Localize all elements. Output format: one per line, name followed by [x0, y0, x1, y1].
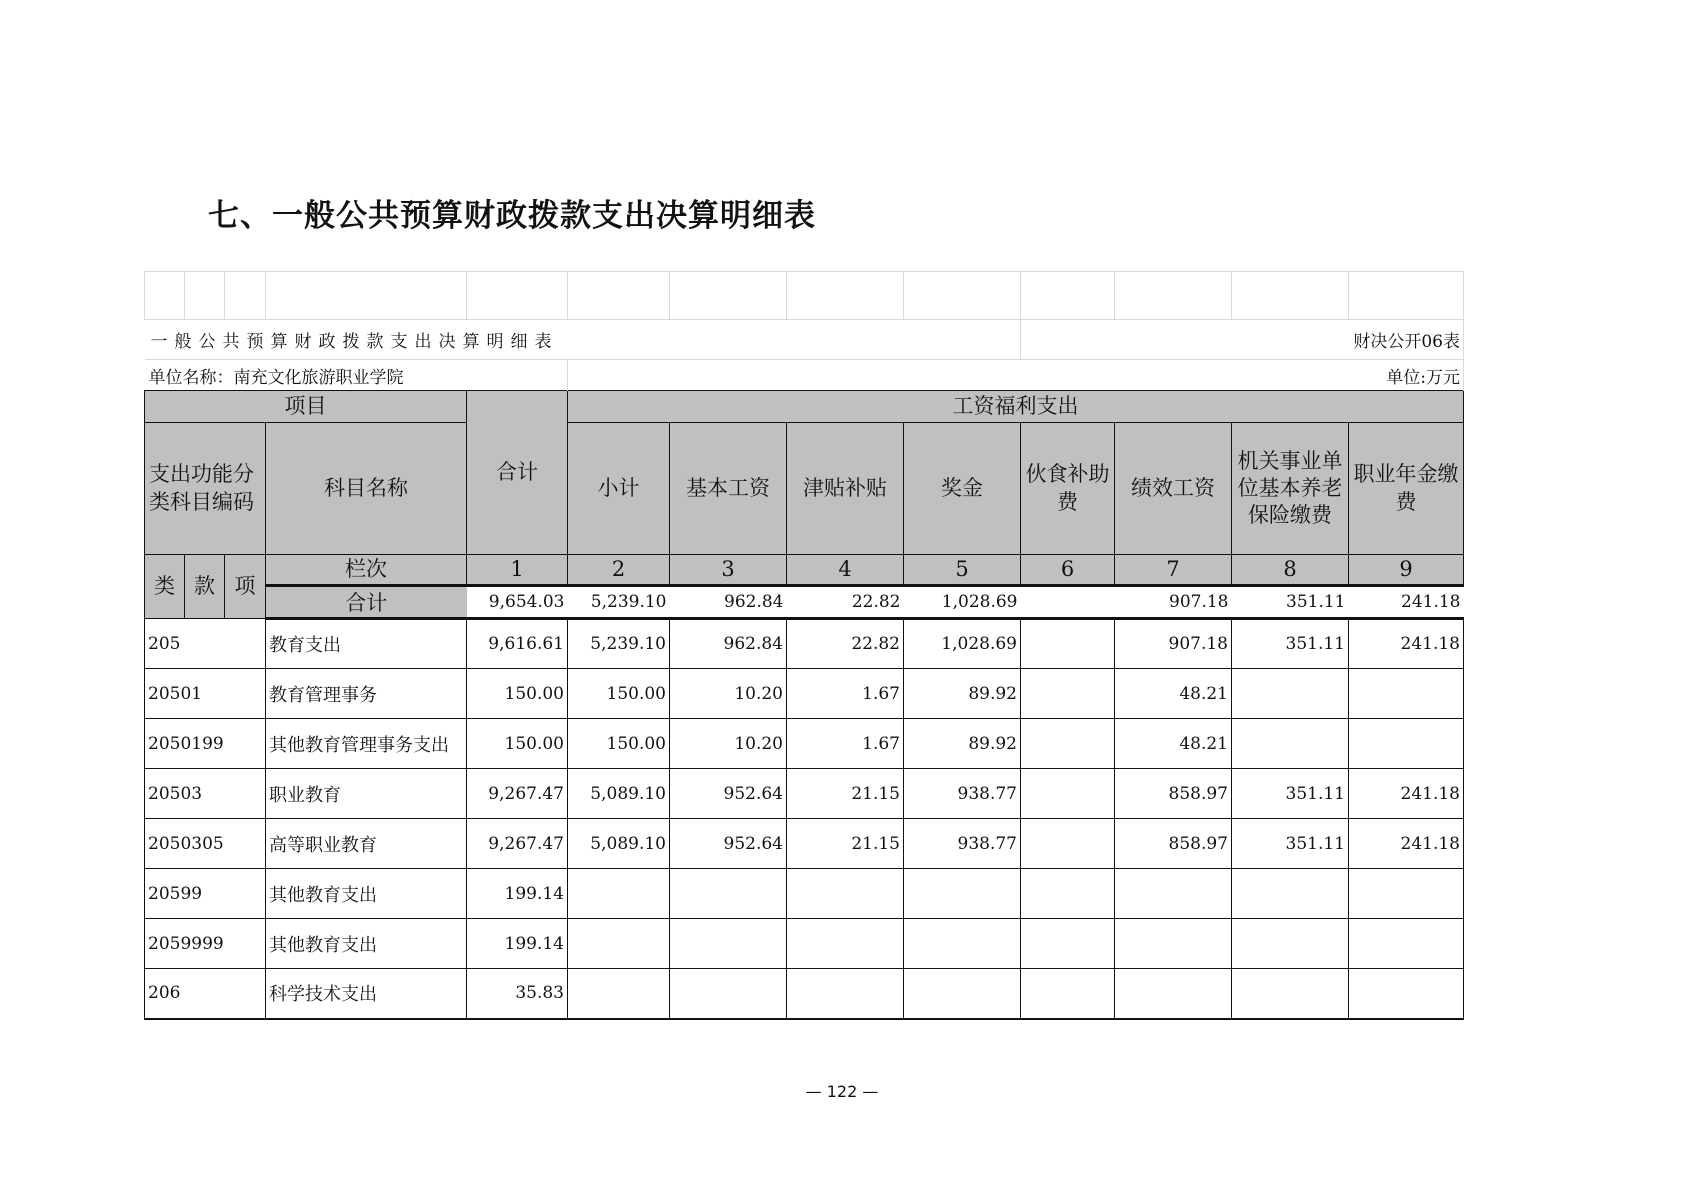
- header-row-1: [145, 391, 1464, 423]
- amount-cell: [568, 869, 670, 919]
- column-number-row: [145, 555, 1464, 586]
- table-row: [145, 919, 1464, 969]
- header-row-2: [145, 423, 1464, 555]
- performance-pay-header: 绩效工资: [1115, 423, 1232, 555]
- amount-cell: [670, 869, 787, 919]
- total-cell: [1021, 586, 1115, 619]
- amount-cell: 241.18: [1349, 819, 1464, 869]
- pension-insurance-header: 机关事业单位基本养老保险缴费: [1232, 423, 1349, 555]
- subject-name: 高等职业教育: [266, 819, 467, 869]
- amount-cell: 89.92: [904, 719, 1021, 769]
- total-cell: 5,239.10: [568, 586, 670, 619]
- amount-cell: [1021, 819, 1115, 869]
- amount-cell: [1349, 869, 1464, 919]
- subject-code: 206: [145, 969, 266, 1019]
- subject-name: 科学技术支出: [266, 969, 467, 1019]
- subject-code: 20501: [145, 669, 266, 719]
- amount-cell: 48.21: [1115, 669, 1232, 719]
- table-code: 财决公开06表: [1232, 320, 1464, 360]
- amount-cell: 952.64: [670, 819, 787, 869]
- col-num: 5: [904, 555, 1021, 586]
- table-row: [145, 769, 1464, 819]
- amount-cell: 5,089.10: [568, 769, 670, 819]
- table-row: [145, 969, 1464, 1019]
- amount-cell: [1349, 719, 1464, 769]
- amount-cell: 9,267.47: [467, 819, 568, 869]
- subject-name: 教育管理事务: [266, 669, 467, 719]
- amount-cell: [1021, 919, 1115, 969]
- page-heading: 七、一般公共预算财政拨款支出决算明细表: [208, 198, 816, 234]
- amount-cell: [568, 919, 670, 969]
- amount-cell: 199.14: [467, 869, 568, 919]
- total-cell: 962.84: [670, 586, 787, 619]
- salary-welfare-header: 工资福利支出: [568, 391, 1464, 423]
- meal-subsidy-header: 伙食补助费: [1021, 423, 1115, 555]
- table-row: [145, 619, 1464, 669]
- subject-code: 205: [145, 619, 266, 669]
- lanci-header: 栏次: [266, 555, 467, 586]
- amount-cell: 150.00: [467, 669, 568, 719]
- amount-cell: 89.92: [904, 669, 1021, 719]
- kuan-header: 款: [185, 555, 225, 619]
- amount-cell: [670, 919, 787, 969]
- col-num: 1: [467, 555, 568, 586]
- col-num: 9: [1349, 555, 1464, 586]
- total-cell: 1,028.69: [904, 586, 1021, 619]
- amount-cell: [1021, 719, 1115, 769]
- occupational-annuity-header: 职业年金缴费: [1349, 423, 1464, 555]
- subject-code: 2050199: [145, 719, 266, 769]
- amount-cell: [670, 969, 787, 1019]
- amount-cell: [1232, 969, 1349, 1019]
- amount-cell: 351.11: [1232, 769, 1349, 819]
- amount-cell: [1021, 669, 1115, 719]
- unit-name: 单位名称：南充文化旅游职业学院: [145, 360, 568, 391]
- subject-name: 职业教育: [266, 769, 467, 819]
- subject-code: 20503: [145, 769, 266, 819]
- amount-cell: 952.64: [670, 769, 787, 819]
- col-num: 8: [1232, 555, 1349, 586]
- total-header: 合计: [467, 391, 568, 555]
- subject-code: 20599: [145, 869, 266, 919]
- col-num: 2: [568, 555, 670, 586]
- amount-cell: [568, 969, 670, 1019]
- allowance-header: 津贴补贴: [787, 423, 904, 555]
- amount-cell: 150.00: [467, 719, 568, 769]
- total-cell: 351.11: [1232, 586, 1349, 619]
- amount-cell: 858.97: [1115, 769, 1232, 819]
- amount-cell: [1232, 919, 1349, 969]
- amount-cell: 351.11: [1232, 619, 1349, 669]
- col-num: 3: [670, 555, 787, 586]
- amount-cell: 150.00: [568, 669, 670, 719]
- subject-code: 2059999: [145, 919, 266, 969]
- xiang-header: 项: [225, 555, 266, 619]
- title-row: [145, 320, 1464, 360]
- amount-cell: [904, 969, 1021, 1019]
- amount-cell: 241.18: [1349, 769, 1464, 819]
- amount-cell: 9,616.61: [467, 619, 568, 669]
- amount-cell: [1232, 869, 1349, 919]
- amount-cell: [1115, 919, 1232, 969]
- amount-cell: [904, 869, 1021, 919]
- blank-grid-row: [145, 272, 1464, 320]
- table-title: 一般公共预算财政拨款支出决算明细表: [145, 320, 1021, 360]
- amount-cell: 962.84: [670, 619, 787, 669]
- amount-cell: 1.67: [787, 669, 904, 719]
- code-header: 支出功能分类科目编码: [145, 423, 266, 555]
- amount-cell: 1,028.69: [904, 619, 1021, 669]
- amount-cell: 907.18: [1115, 619, 1232, 669]
- col-num: 4: [787, 555, 904, 586]
- amount-cell: 10.20: [670, 669, 787, 719]
- expenditure-detail-table: [144, 271, 1464, 1020]
- amount-cell: 9,267.47: [467, 769, 568, 819]
- table-row: [145, 869, 1464, 919]
- amount-cell: [1021, 869, 1115, 919]
- amount-cell: 35.83: [467, 969, 568, 1019]
- amount-cell: 5,089.10: [568, 819, 670, 869]
- total-row-label: 合计: [266, 586, 467, 619]
- amount-cell: 21.15: [787, 769, 904, 819]
- amount-cell: 241.18: [1349, 619, 1464, 669]
- amount-cell: [904, 919, 1021, 969]
- subject-code: 2050305: [145, 819, 266, 869]
- amount-cell: [1021, 769, 1115, 819]
- subject-name: 其他教育管理事务支出: [266, 719, 467, 769]
- total-cell: 907.18: [1115, 586, 1232, 619]
- subtotal-header: 小计: [568, 423, 670, 555]
- amount-cell: [1115, 969, 1232, 1019]
- amount-cell: 199.14: [467, 919, 568, 969]
- lei-header: 类: [145, 555, 185, 619]
- unit-row: [145, 360, 1464, 391]
- project-header: 项目: [145, 391, 467, 423]
- col-num: 7: [1115, 555, 1232, 586]
- amount-cell: [1349, 669, 1464, 719]
- amount-cell: [1232, 669, 1349, 719]
- amount-cell: 5,239.10: [568, 619, 670, 669]
- amount-cell: [1349, 919, 1464, 969]
- table-row: [145, 669, 1464, 719]
- total-cell: 9,654.03: [467, 586, 568, 619]
- amount-cell: 48.21: [1115, 719, 1232, 769]
- amount-cell: [787, 869, 904, 919]
- table-row: [145, 819, 1464, 869]
- amount-cell: [1115, 869, 1232, 919]
- amount-cell: 351.11: [1232, 819, 1349, 869]
- total-cell: 241.18: [1349, 586, 1464, 619]
- amount-cell: [1232, 719, 1349, 769]
- amount-cell: 938.77: [904, 769, 1021, 819]
- amount-cell: [1021, 969, 1115, 1019]
- subject-name: 教育支出: [266, 619, 467, 669]
- amount-cell: 21.15: [787, 819, 904, 869]
- name-header: 科目名称: [266, 423, 467, 555]
- amount-cell: [787, 919, 904, 969]
- amount-cell: [787, 969, 904, 1019]
- amount-cell: 22.82: [787, 619, 904, 669]
- unit-label: 单位:万元: [1232, 360, 1464, 391]
- total-cell: 22.82: [787, 586, 904, 619]
- subject-name: 其他教育支出: [266, 919, 467, 969]
- col-num: 6: [1021, 555, 1115, 586]
- bonus-header: 奖金: [904, 423, 1021, 555]
- page-number: — 122 —: [805, 1082, 879, 1101]
- table-row: [145, 719, 1464, 769]
- subject-name: 其他教育支出: [266, 869, 467, 919]
- total-row: [145, 586, 1464, 619]
- amount-cell: 938.77: [904, 819, 1021, 869]
- amount-cell: [1021, 619, 1115, 669]
- basic-salary-header: 基本工资: [670, 423, 787, 555]
- amount-cell: 150.00: [568, 719, 670, 769]
- amount-cell: 1.67: [787, 719, 904, 769]
- amount-cell: [1349, 969, 1464, 1019]
- amount-cell: 858.97: [1115, 819, 1232, 869]
- amount-cell: 10.20: [670, 719, 787, 769]
